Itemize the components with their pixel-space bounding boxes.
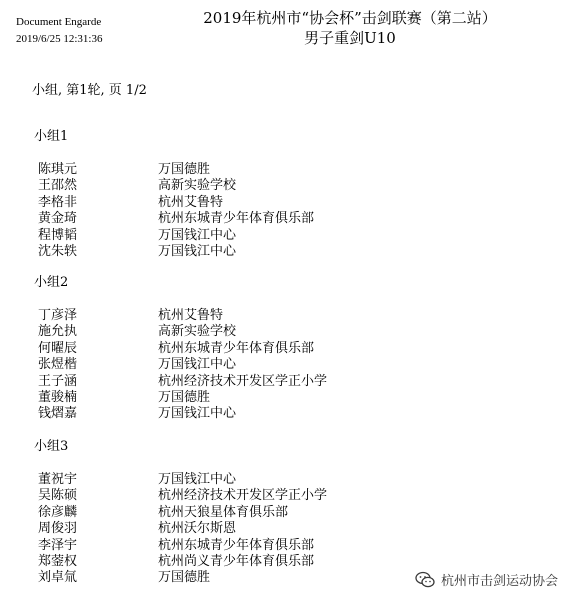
document-meta	[16, 14, 102, 48]
table-row	[34, 357, 327, 373]
fencer-club: 杭州东城青少年体育俱乐部	[158, 211, 315, 227]
fencer-name: 施允执	[38, 324, 78, 340]
fencer-club: 杭州沃尔斯恩	[158, 521, 237, 537]
fencer-name: 刘卓氚	[38, 570, 78, 586]
fencer-club: 高新实验学校	[158, 178, 237, 194]
fencer-club: 万国德胜	[158, 162, 211, 177]
fencer-club: 杭州尚义青少年体育俱乐部	[158, 553, 315, 569]
fencer-club: 杭州天狼星体育俱乐部	[158, 504, 289, 520]
fencer-club: 杭州艾鲁特	[158, 194, 224, 210]
fencer-name: 李泽宇	[38, 537, 78, 553]
table-row	[34, 472, 327, 488]
fencer-name: 陈琪元	[38, 162, 78, 177]
fencer-club: 万国钱江中心	[158, 227, 237, 243]
fencer-name: 董祝宇	[38, 472, 78, 487]
table-row	[34, 324, 327, 340]
pool-title: 小组2	[34, 275, 69, 290]
fencer-club: 杭州东城青少年体育俱乐部	[158, 537, 315, 553]
fencer-name: 吴陈硕	[38, 488, 78, 504]
fencer-name: 董骏楠	[38, 389, 78, 405]
table-row	[34, 178, 314, 194]
table-row	[34, 195, 314, 211]
table-row	[34, 521, 327, 537]
fencer-club: 万国钱江中心	[158, 357, 237, 373]
fencer-name: 徐彦麟	[38, 504, 78, 520]
fencer-club: 万国钱江中心	[158, 243, 237, 259]
pool-group-2	[34, 274, 327, 423]
table-row	[34, 390, 327, 406]
wechat-icon	[415, 571, 435, 589]
pool-title: 小组3	[34, 439, 69, 454]
table-row	[34, 488, 327, 504]
table-row	[34, 308, 327, 324]
app-name: Document Engarde	[16, 16, 102, 28]
fencer-club: 杭州经济技术开发区学正小学	[158, 373, 328, 389]
document-title: 2019年杭州市“协会杯”击剑联赛（第二站）	[203, 9, 497, 27]
print-datetime: 2019/6/25 12:31:36	[16, 33, 103, 45]
fencer-name: 钱熠嘉	[38, 406, 78, 422]
fencer-club: 高新实验学校	[158, 324, 237, 340]
fencer-name: 沈朱轶	[38, 243, 78, 259]
table-row	[34, 505, 327, 521]
fencer-club: 杭州东城青少年体育俱乐部	[158, 340, 315, 356]
table-row	[34, 374, 327, 390]
fencer-name: 黄金琦	[38, 211, 78, 227]
table-row	[34, 228, 314, 244]
source-watermark	[415, 570, 558, 589]
round-info: 小组, 第1轮, 页 1/2	[32, 83, 147, 98]
fencer-name: 郑蓥权	[38, 553, 78, 569]
fencer-name: 王邵然	[38, 178, 78, 194]
watermark-text: 杭州市击剑运动协会	[440, 574, 558, 589]
document-subtitle: 男子重剑U10	[304, 29, 396, 47]
pool-group-3	[34, 438, 327, 587]
table-row	[34, 538, 327, 554]
fencer-club: 万国德胜	[158, 389, 211, 405]
table-row	[34, 570, 327, 586]
fencer-club: 杭州经济技术开发区学正小学	[158, 488, 328, 504]
pool-group-1	[34, 128, 314, 260]
table-row	[34, 211, 314, 227]
fencer-club: 万国钱江中心	[158, 406, 237, 422]
fencer-name: 周俊羽	[38, 521, 78, 537]
table-row	[34, 341, 327, 357]
fencer-name: 丁彦泽	[38, 308, 78, 323]
fencer-club: 万国德胜	[158, 570, 211, 586]
fencer-name: 张煜楷	[38, 357, 78, 373]
fencer-name: 何曜辰	[38, 340, 78, 356]
table-row	[34, 244, 314, 260]
table-row	[34, 554, 327, 570]
fencer-name: 李格非	[38, 194, 78, 210]
fencer-club: 杭州艾鲁特	[158, 308, 224, 323]
document-header	[170, 8, 530, 48]
fencer-club: 万国钱江中心	[158, 472, 237, 487]
fencer-name: 王子涵	[38, 373, 78, 389]
fencer-name: 程博韬	[38, 227, 78, 243]
table-row	[34, 406, 327, 422]
table-row	[34, 162, 314, 178]
pool-title: 小组1	[34, 129, 69, 144]
